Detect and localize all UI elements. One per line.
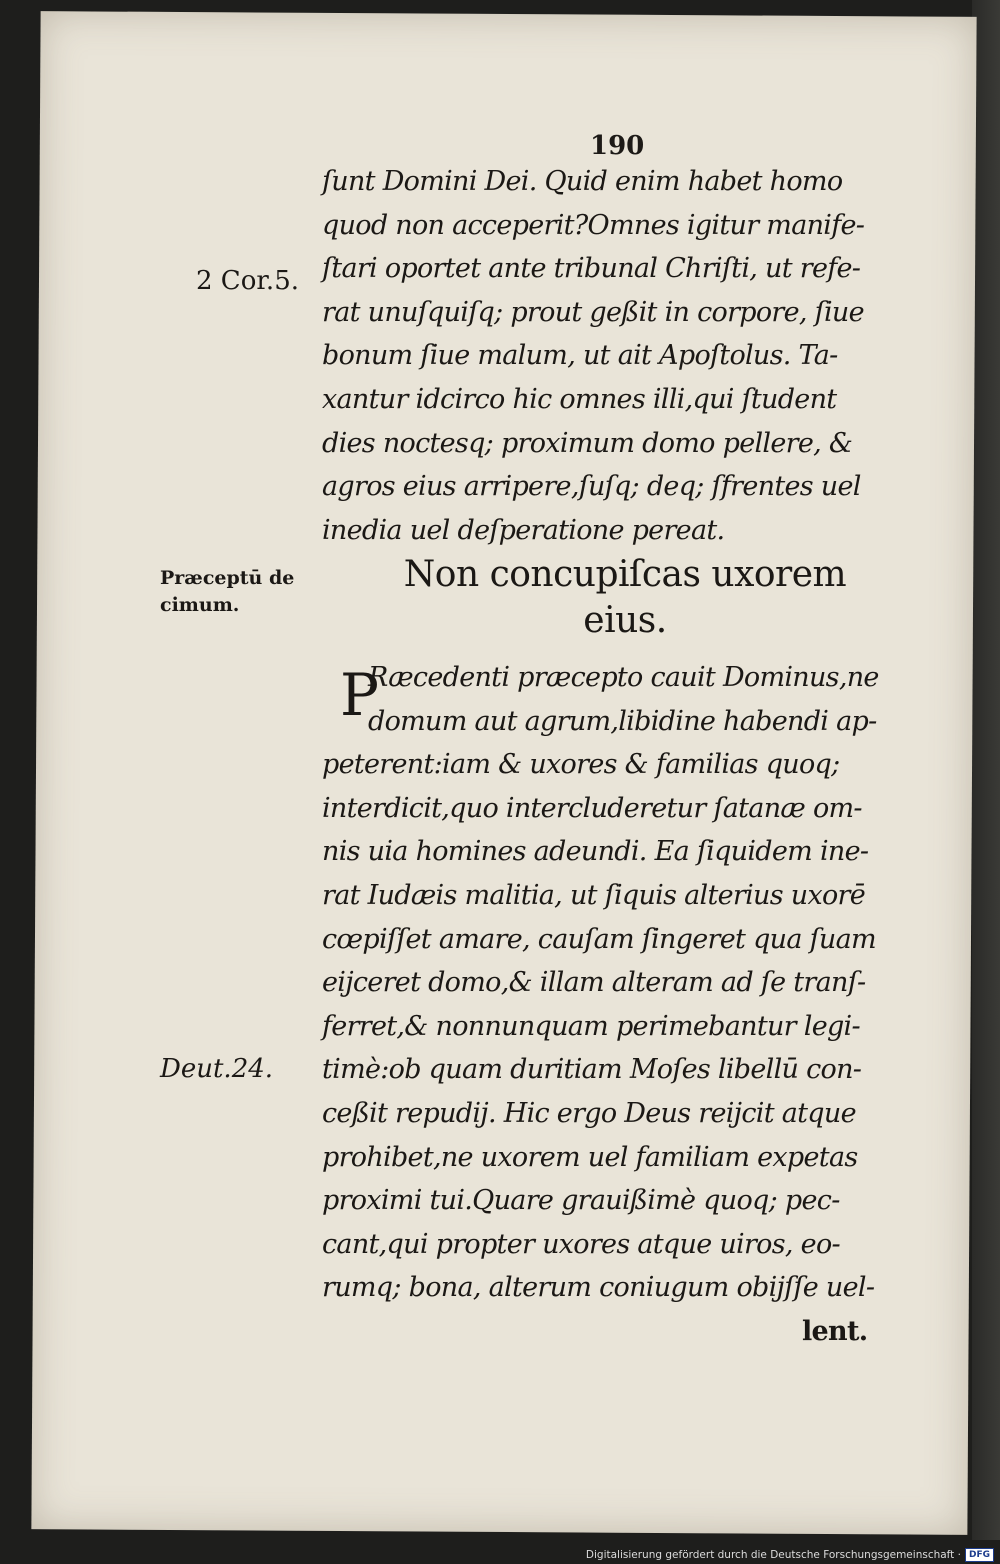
text-line: peterent:iam & uxores & familias quoq; <box>322 749 840 781</box>
heading-line: eius. <box>583 600 667 641</box>
text-block-body <box>322 656 924 1354</box>
margin-note-cor: 2 Cor.5. <box>196 266 299 296</box>
text-line: ceßit repudij. Hic ergo Deus reijcit atque <box>322 1097 856 1129</box>
text-line: timè:ob quam duritiam Moſes libellū con- <box>322 1054 862 1086</box>
text-line: prohibet,ne uxorem uel familiam expetas <box>322 1141 858 1173</box>
text-line: dies noctesq; proximum domo pellere, & <box>322 427 853 459</box>
page-number: 190 <box>590 131 645 161</box>
text-line: domum aut agrum,libidine habendi ap- <box>368 705 877 737</box>
text-line: rumq; bona, alterum coniugum obijſſe uel- <box>322 1272 875 1304</box>
text-block-top <box>322 160 924 552</box>
margin-note-praeceptum: Præceptū de <box>160 567 295 589</box>
text-line: cœpiſſet amare, cauſam ſingeret qua ſuam <box>322 923 876 955</box>
margin-note-praeceptum-cont: cimum. <box>160 594 240 616</box>
section-heading <box>330 552 920 644</box>
text-line: nis uia homines adeundi. Ea ſiquidem ine- <box>322 836 869 868</box>
text-line: quod non acceperit?Omnes igitur manife- <box>322 209 865 241</box>
text-line: ferret,& nonnunquam perimebantur legi- <box>322 1010 860 1042</box>
text-line: rat unuſquiſq; prout geßit in corpore, ſiue <box>322 296 864 328</box>
footer-text: Digitalisierung gefördert durch die Deutsche Forschungsgemeinschaft · <box>585 1549 961 1561</box>
text-line: agros eius arripere,ſuſq; deq; ſfrentes uel <box>322 471 861 503</box>
book-edge <box>972 0 1000 1540</box>
heading-line: Non concupiſcas uxorem <box>403 554 847 595</box>
text-line: inedia uel deſperatione pereat. <box>322 514 725 546</box>
text-line: bonum ſiue malum, ut ait Apoſtolus. Ta- <box>322 340 838 372</box>
text-line: interdicit,quo intercluderetur ſatanæ om- <box>322 792 862 824</box>
text-line: ſtari oportet ante tribunal Chriſti, ut refe- <box>322 253 861 285</box>
text-line: Ræcedenti præcepto cauit Dominus,ne <box>368 662 879 693</box>
text-line: eijceret domo,& illam alteram ad ſe tranſ- <box>322 967 866 999</box>
text-line: cant,qui propter uxores atque uiros, eo- <box>322 1228 840 1260</box>
text-line: ſunt Domini Dei. Quid enim habet homo <box>322 166 843 197</box>
dfg-logo-icon: DFG <box>965 1548 994 1562</box>
digitization-footer <box>586 1548 994 1562</box>
text-line: lent. <box>802 1315 868 1347</box>
text-line: proximi tui.Quare grauißimè quoq; pec- <box>322 1185 840 1217</box>
text-line: xantur idcirco hic omnes illi,qui ſtudent <box>322 383 837 415</box>
drop-capital: P <box>340 661 380 729</box>
text-line: rat Iudæis malitia, ut ſiquis alterius uxorē <box>322 879 866 911</box>
margin-note-deut: Deut.24. <box>160 1054 274 1084</box>
